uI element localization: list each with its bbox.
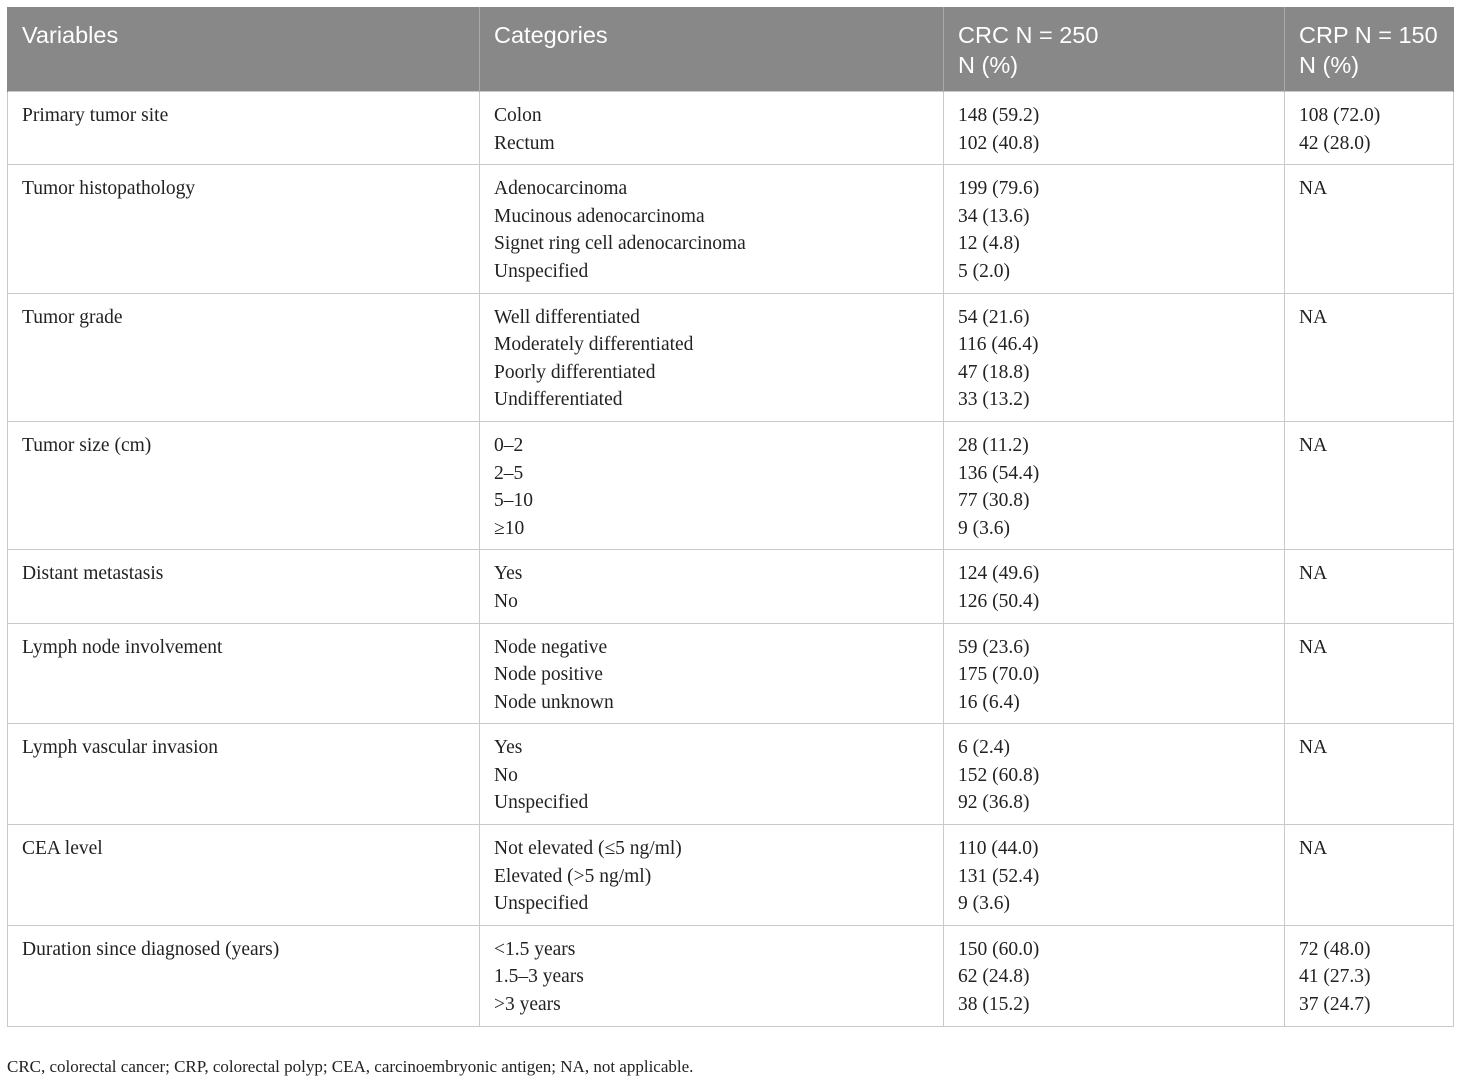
crp-cell <box>1285 550 1454 623</box>
crp-cell-value: 72 (48.0) <box>1299 938 1371 960</box>
categories-cell-value: Rectum <box>494 132 555 154</box>
table-row <box>8 623 1454 724</box>
header-row <box>8 7 1454 92</box>
variable-cell <box>8 724 480 825</box>
crc-cell-value: 136 (54.4) <box>958 462 1040 484</box>
crc-cell-value: 126 (50.4) <box>958 590 1040 612</box>
table-body <box>8 92 1454 1027</box>
crc-cell-value: 175 (70.0) <box>958 664 1040 686</box>
crc-cell-value: 59 (23.6) <box>958 636 1030 658</box>
crc-cell-value: 12 (4.8) <box>958 233 1020 255</box>
crp-cell-value: 108 (72.0) <box>1299 105 1381 126</box>
crc-cell-value: 6 (2.4) <box>958 737 1010 759</box>
categories-cell-value: Yes <box>494 737 523 759</box>
crp-cell <box>1285 92 1454 165</box>
categories-cell-value: 0–2 <box>494 434 524 456</box>
crc-cell <box>944 925 1285 1026</box>
variable-cell-label: Lymph node involvement <box>22 636 223 658</box>
crc-cell-value: 148 (59.2) <box>958 105 1040 126</box>
table-row <box>8 293 1454 421</box>
variable-cell <box>8 623 480 724</box>
variable-cell <box>8 165 480 293</box>
crp-cell <box>1285 623 1454 724</box>
variable-cell <box>8 421 480 549</box>
table-row <box>8 724 1454 825</box>
crc-cell <box>944 293 1285 421</box>
crc-cell-value: 16 (6.4) <box>958 691 1020 713</box>
categories-cell-value: Colon <box>494 105 542 126</box>
categories-cell-value: 2–5 <box>494 462 524 484</box>
crp-cell <box>1285 293 1454 421</box>
crp-cell-value: NA <box>1299 434 1328 456</box>
categories-cell-value: Node unknown <box>494 691 614 713</box>
variable-cell-label: Duration since diagnosed (years) <box>22 938 280 960</box>
categories-cell-value: Moderately differentiated <box>494 334 694 356</box>
crp-cell-value: NA <box>1299 563 1328 585</box>
crc-cell <box>944 165 1285 293</box>
header-crp-title: CRP N = 150 <box>1299 22 1438 48</box>
categories-cell <box>480 293 944 421</box>
variable-cell <box>8 825 480 926</box>
crp-cell-value: 42 (28.0) <box>1299 132 1371 154</box>
crc-cell-value: 131 (52.4) <box>958 865 1040 887</box>
crc-cell-value: 34 (13.6) <box>958 205 1030 227</box>
crp-cell <box>1285 165 1454 293</box>
variable-cell-label: CEA level <box>22 838 103 860</box>
categories-cell-value: Signet ring cell adenocarcinoma <box>494 233 746 255</box>
variable-cell-label: Lymph vascular invasion <box>22 737 219 759</box>
categories-cell-value: Well differentiated <box>494 306 640 328</box>
categories-cell <box>480 92 944 165</box>
categories-cell-value: Not elevated (≤5 ng/ml) <box>494 838 682 860</box>
categories-cell <box>480 724 944 825</box>
crp-cell <box>1285 421 1454 549</box>
crc-cell-value: 110 (44.0) <box>958 838 1039 860</box>
categories-cell-value: Poorly differentiated <box>494 361 656 383</box>
table-header <box>8 7 1454 92</box>
variable-cell-label: Distant metastasis <box>22 563 164 585</box>
crp-cell <box>1285 825 1454 926</box>
crc-cell-value: 150 (60.0) <box>958 938 1040 960</box>
crc-cell-value: 9 (3.6) <box>958 893 1010 915</box>
crp-cell-value: 41 (27.3) <box>1299 966 1371 988</box>
crc-cell-value: 152 (60.8) <box>958 764 1040 786</box>
categories-cell-value: No <box>494 590 518 612</box>
crc-cell-value: 28 (11.2) <box>958 434 1029 456</box>
crc-cell-value: 92 (36.8) <box>958 792 1030 814</box>
crp-cell-value: 37 (24.7) <box>1299 994 1371 1016</box>
crp-cell <box>1285 925 1454 1026</box>
categories-cell <box>480 550 944 623</box>
categories-cell-value: 1.5–3 years <box>494 966 584 988</box>
crc-cell-value: 9 (3.6) <box>958 517 1010 539</box>
variable-cell-label: Tumor grade <box>22 306 123 328</box>
variable-cell <box>8 293 480 421</box>
table-row <box>8 92 1454 165</box>
categories-cell-value: Node negative <box>494 636 608 658</box>
variable-cell-label: Tumor histopathology <box>22 178 196 200</box>
crc-cell-value: 77 (30.8) <box>958 490 1030 512</box>
crc-cell <box>944 623 1285 724</box>
crp-cell-value: NA <box>1299 178 1328 200</box>
crc-cell-value: 102 (40.8) <box>958 132 1040 154</box>
table-row <box>8 925 1454 1026</box>
categories-cell <box>480 165 944 293</box>
data-table <box>7 7 1454 1027</box>
variable-cell-label: Primary tumor site <box>22 105 169 126</box>
categories-cell-value: <1.5 years <box>494 938 576 960</box>
categories-cell-value: Node positive <box>494 664 603 686</box>
categories-cell-value: 5–10 <box>494 490 533 512</box>
categories-cell <box>480 623 944 724</box>
table-row <box>8 550 1454 623</box>
crc-cell-value: 124 (49.6) <box>958 563 1040 585</box>
categories-cell-value: ≥10 <box>494 517 525 539</box>
categories-cell <box>480 421 944 549</box>
categories-cell-value: Undifferentiated <box>494 389 623 411</box>
crc-cell <box>944 825 1285 926</box>
table-row <box>8 165 1454 293</box>
crc-cell-value: 47 (18.8) <box>958 361 1030 383</box>
table-row <box>8 421 1454 549</box>
header-crp <box>1285 7 1454 92</box>
table-footnote: CRC, colorectal cancer; CRP, colorectal polyp; CEA, carcinoembryonic antigen; NA, not applicable. <box>7 1057 694 1076</box>
variable-cell <box>8 550 480 623</box>
categories-cell-value: Unspecified <box>494 260 589 282</box>
header-crp-unit: N (%) <box>1299 52 1360 78</box>
crc-cell <box>944 724 1285 825</box>
crp-cell <box>1285 724 1454 825</box>
crc-cell-value: 199 (79.6) <box>958 178 1040 200</box>
variable-cell <box>8 92 480 165</box>
crp-cell-value: NA <box>1299 737 1328 759</box>
crc-cell-value: 33 (13.2) <box>958 389 1030 411</box>
header-crc-unit: N (%) <box>958 52 1019 78</box>
categories-cell-value: Elevated (>5 ng/ml) <box>494 865 652 887</box>
crp-cell-value: NA <box>1299 636 1328 658</box>
header-variables <box>8 7 480 92</box>
crp-cell-value: NA <box>1299 306 1328 328</box>
header-crc <box>944 7 1285 92</box>
header-crc-title: CRC N = 250 <box>958 22 1099 48</box>
crc-cell-value: 5 (2.0) <box>958 260 1010 282</box>
header-categories-label: Categories <box>494 22 608 48</box>
categories-cell-value: >3 years <box>494 994 561 1016</box>
header-variables-label: Variables <box>22 22 119 48</box>
table-row <box>8 825 1454 926</box>
crc-cell-value: 38 (15.2) <box>958 994 1030 1016</box>
crc-cell-value: 116 (46.4) <box>958 334 1039 356</box>
crc-cell <box>944 421 1285 549</box>
categories-cell-value: No <box>494 764 518 786</box>
categories-cell <box>480 825 944 926</box>
variable-cell-label: Tumor size (cm) <box>22 434 152 456</box>
crc-cell <box>944 92 1285 165</box>
categories-cell-value: Adenocarcinoma <box>494 178 628 200</box>
categories-cell-value: Unspecified <box>494 893 589 915</box>
categories-cell <box>480 925 944 1026</box>
crc-cell <box>944 550 1285 623</box>
categories-cell-value: Mucinous adenocarcinoma <box>494 205 705 227</box>
categories-cell-value: Yes <box>494 563 523 585</box>
crc-cell-value: 62 (24.8) <box>958 966 1030 988</box>
header-categories <box>480 7 944 92</box>
categories-cell-value: Unspecified <box>494 792 589 814</box>
variable-cell <box>8 925 480 1026</box>
crp-cell-value: NA <box>1299 838 1328 860</box>
table-container <box>7 7 1453 1027</box>
crc-cell-value: 54 (21.6) <box>958 306 1030 328</box>
